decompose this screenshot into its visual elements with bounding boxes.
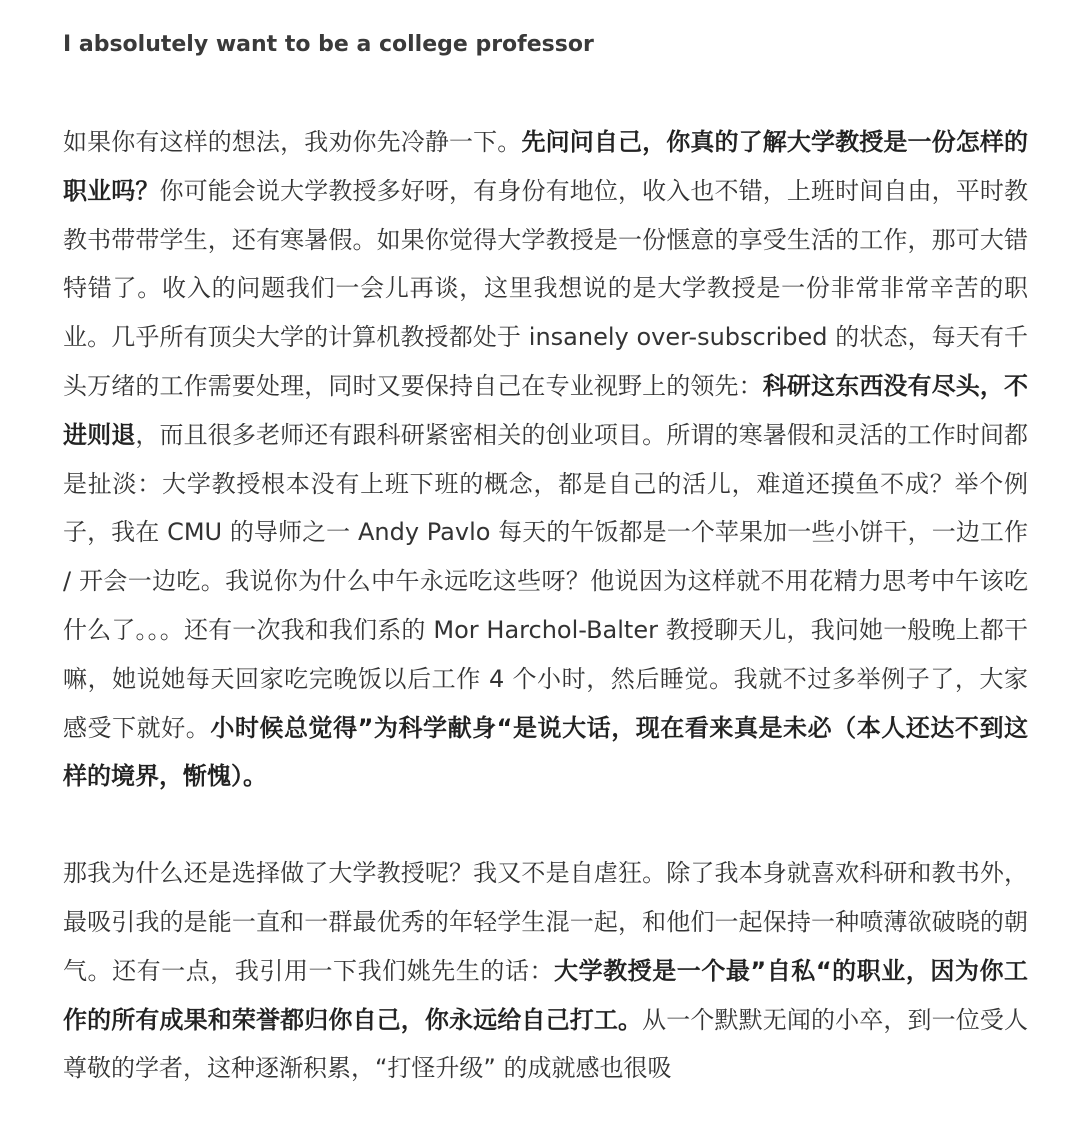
article xyxy=(63,0,1028,1093)
paragraph-1-text: ，而且很多老师还有跟科研紧密相关的创业项目。所谓的寒暑假和灵活的工作时间都是扯淡：大学教授根本没有上班下班的概念，都是自己的活儿，难道还摸鱼不成？举个例子，我在 CMU 的导师之一 Andy Pavlo 每天的午饭都是一个苹果加一些小饼干，一边工作 / 开会一边吃。我说你为什么中午永远吃这些呀？他说因为这样就不用花精力思考中午该吃什么了。。。还有一次我和我们系的 Mor Harchol-Balter 教授聊天儿，我问她一般晚上都干嘛，她说她每天回家吃完晚饭以后工作 4 个小时，然后睡觉。我就不过多举例子了，大家感受下就好。 xyxy=(63,420,1029,742)
paragraph-1-text: 你可能会说大学教授多好呀，有身份有地位，收入也不错，上班时间自由，平时教教书带带学生，还有寒暑假。如果你觉得大学教授是一份惬意的享受生活的工作，那可大错特错了。收入的问题我们一会儿再谈，这里我想说的是大学教授是一份非常非常辛苦的职业。几乎所有顶尖大学的计算机教授都处于 insanely over-subscribed 的状态，每天有千头万绪的工作需要处理，同时又要保持自己在专业视野上的领先： xyxy=(63,176,1029,400)
paragraph-2 xyxy=(63,849,1028,1093)
paragraph-1-emphasis: 科研这东西没有尽头，不进则退 xyxy=(63,371,1028,449)
paragraph-1-text: 如果你有这样的想法，我劝你先冷静一下。 xyxy=(63,128,522,156)
paragraph-1 xyxy=(63,118,1028,801)
article-heading: I absolutely want to be a college professor xyxy=(63,32,594,57)
paragraph-1-emphasis: 先问问自己，你真的了解大学教授是一份怎样的职业吗？ xyxy=(63,128,1028,205)
paragraph-2-text: 那我为什么还是选择做了大学教授呢？我又不是自虐狂。除了我本身就喜欢科研和教书外，最吸引我的是能一直和一群最优秀的年轻学生混一起，和他们一起保持一种喷薄欲破晓的朝气。还有一点，我引用一下我们姚先生的话： xyxy=(63,859,1028,985)
paragraph-1-emphasis: 小时候总觉得”为科学献身“是说大话，现在看来真是未必（本人还达不到这样的境界，惭愧）。 xyxy=(63,713,1029,791)
paragraph-2-emphasis: 大学教授是一个最”自私“的职业，因为你工作的所有成果和荣誉都归你自己，你永远给自己打工。 xyxy=(63,956,1029,1034)
paragraph-2-text: 从一个默默无闻的小卒，到一位受人尊敬的学者，这种逐渐积累，“打怪升级” 的成就感也很吸 xyxy=(63,1005,1028,1083)
